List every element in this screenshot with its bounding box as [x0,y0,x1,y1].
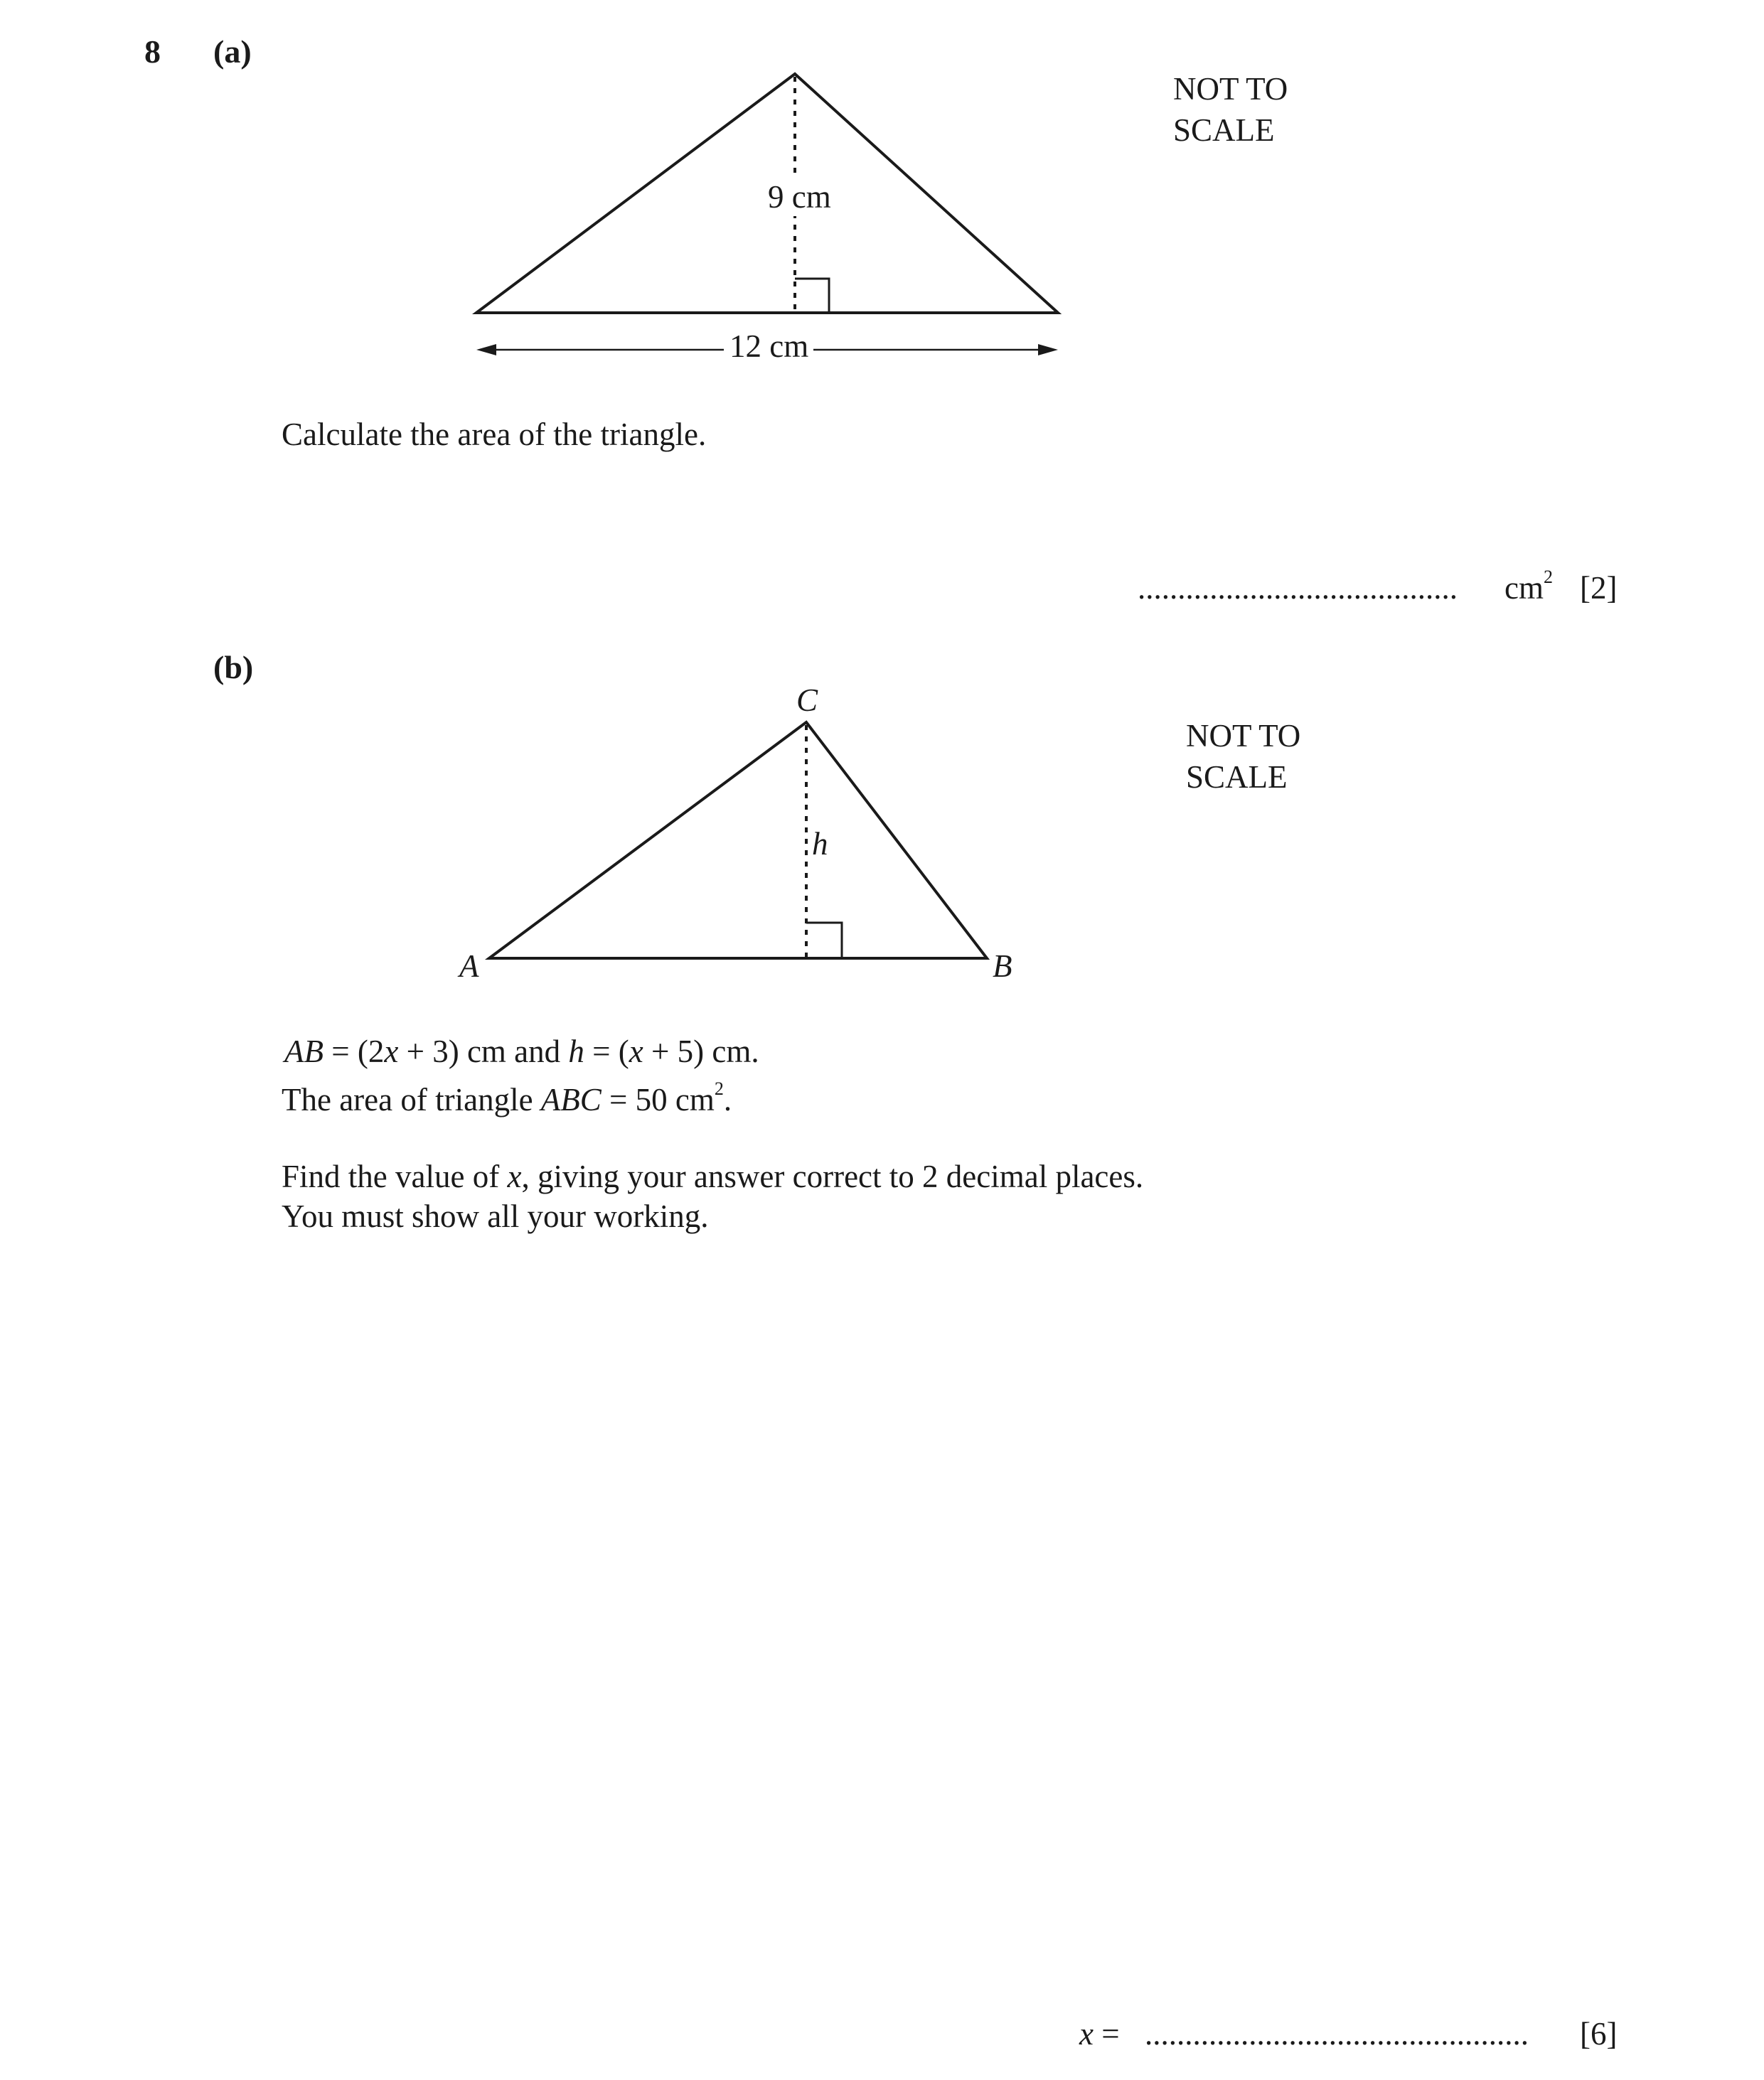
given-area-value: = 50 cm [601,1082,715,1117]
given-rest2: + 5) cm. [643,1034,759,1069]
vertex-c-label: C [796,682,818,718]
question-number: 8 [144,33,161,70]
given-x2: x [629,1034,643,1069]
part-a-answer-line[interactable] [1138,569,1458,607]
given-area-sup: 2 [714,1078,724,1099]
vertex-b-label: B [993,948,1012,984]
given-abc: ABC [540,1082,602,1117]
not-to-scale-a-line1: NOT TO [1173,71,1288,107]
instr-var: x [507,1159,522,1194]
instr-post: , giving your answer correct to 2 decimal places. [521,1159,1144,1194]
not-to-scale-a-line2: SCALE [1173,112,1275,148]
given-area-text: The area of triangle [282,1082,541,1117]
height-label-a: 9 cm [768,179,831,215]
answer-var: x [1079,2016,1094,2052]
triangle-abc [489,722,987,958]
part-b-marks: [6] [1580,2016,1618,2052]
not-to-scale-b-line2: SCALE [1186,759,1288,795]
part-b-answer-line[interactable] [1145,2015,1529,2053]
given-area-end: . [723,1082,732,1117]
part-a-unit [1504,569,1553,607]
not-to-scale-b-line1: NOT TO [1186,718,1301,754]
given-x1: x [384,1034,399,1069]
given-line-2 [282,1078,732,1119]
part-b-answer-label [1079,2015,1120,2053]
part-a-marks: [2] [1580,570,1618,606]
given-rest1: + 3) cm and [398,1034,569,1069]
part-b-instruction-2: You must show all your working. [282,1199,709,1234]
arrowhead-right-a [1038,344,1058,355]
part-b-label: (b) [213,649,254,685]
not-to-scale-b [1186,715,1300,798]
part-a-label: (a) [213,33,252,70]
part-a-unit-sup: 2 [1543,567,1553,587]
part-a-instruction: Calculate the area of the triangle. [282,417,707,452]
right-angle-marker-b [806,923,842,958]
given-line-1 [284,1032,759,1071]
right-angle-marker-a [795,279,829,313]
given-eq1: = (2 [323,1034,385,1069]
arrowhead-left-a [476,344,496,355]
not-to-scale-a [1173,68,1288,151]
part-a-unit-text: cm [1504,570,1544,606]
height-label-b: h [812,826,828,862]
part-a-answer-dots[interactable]: ........................................ [1138,570,1458,606]
part-b-instruction-1 [282,1157,1143,1196]
given-h: h [568,1034,584,1069]
base-label-a: 12 cm [727,327,811,365]
instr-pre: Find the value of [282,1159,508,1194]
part-b-answer-dots[interactable]: ................................................ [1145,2016,1529,2052]
given-ab: AB [284,1034,324,1069]
given-eq2: = ( [584,1034,629,1069]
vertex-a-label: A [459,948,479,984]
answer-eq: = [1093,2016,1120,2052]
